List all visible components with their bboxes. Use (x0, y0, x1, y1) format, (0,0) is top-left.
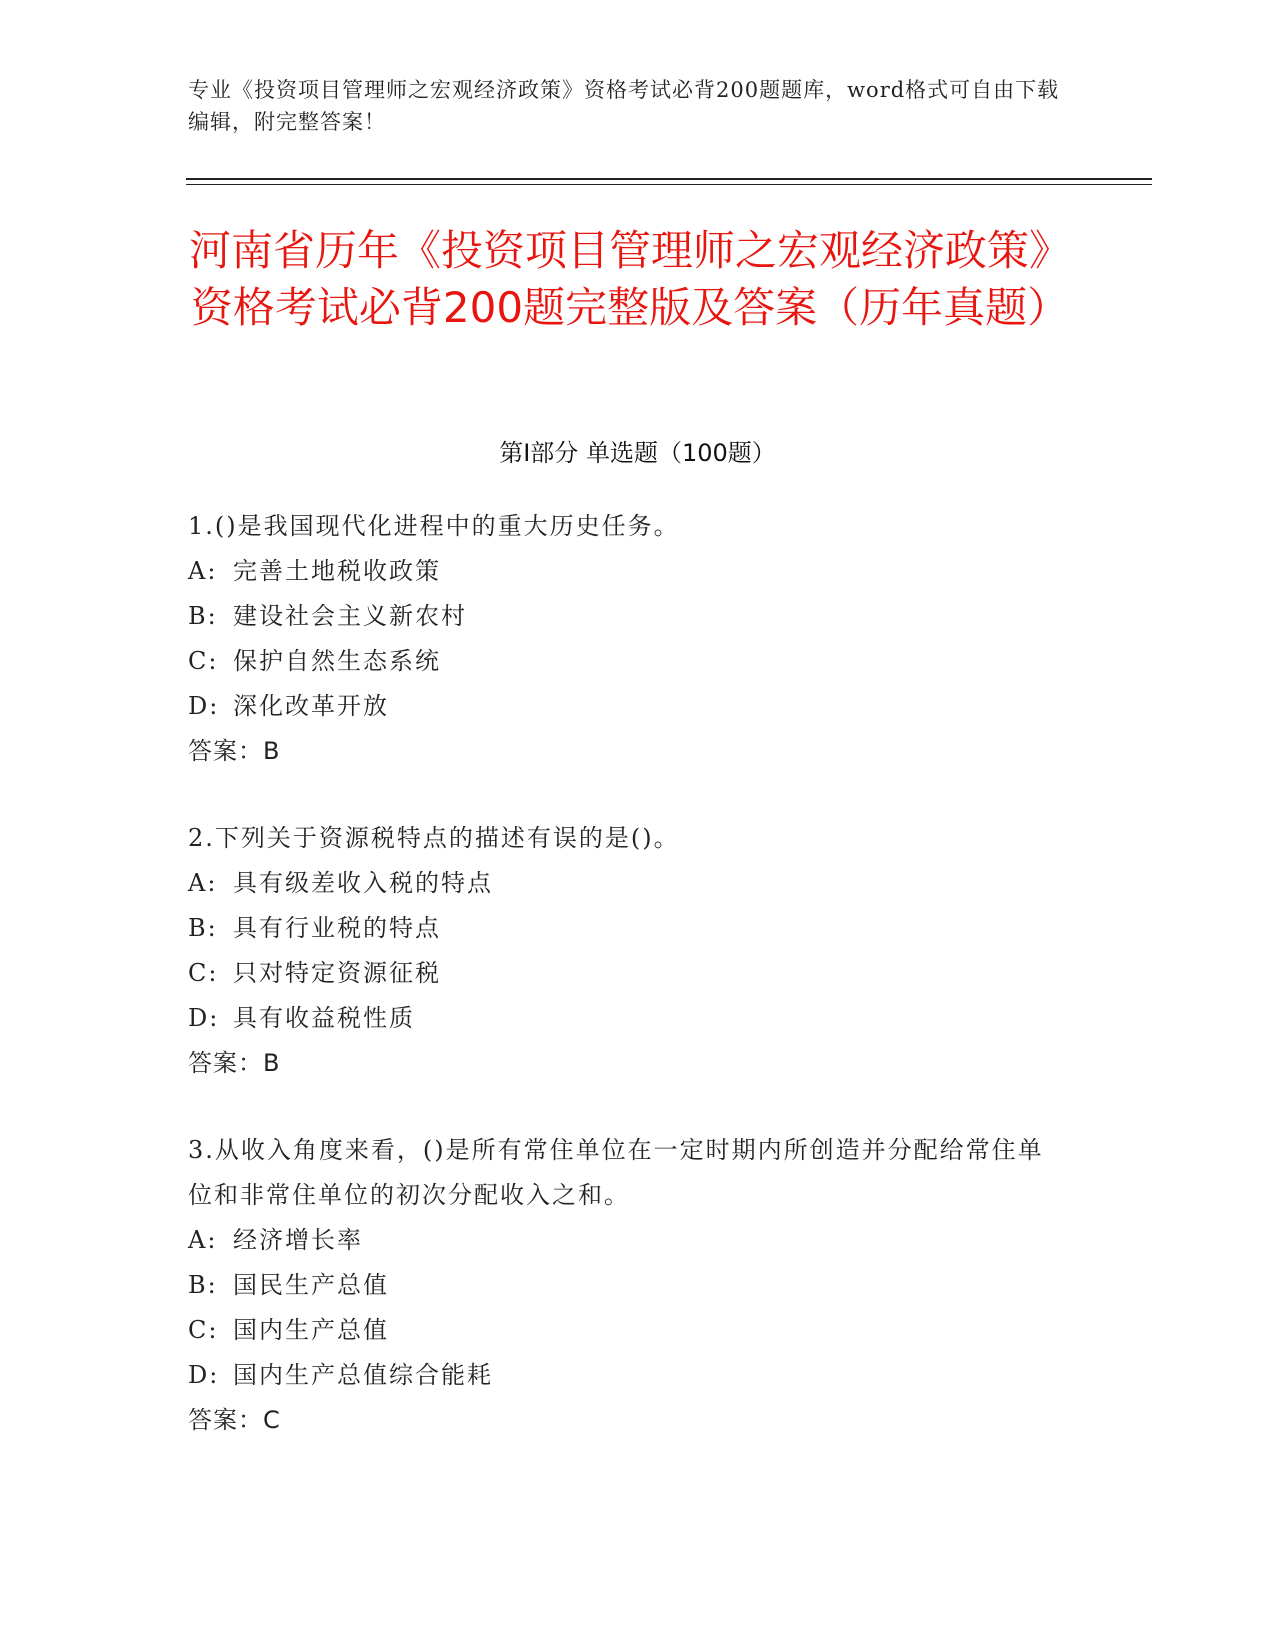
option-letter: B: (188, 914, 218, 942)
option-letter: B: (188, 1271, 218, 1299)
option-text: 保护自然生态系统 (233, 647, 441, 675)
option-a (188, 861, 1068, 906)
option-letter: D: (188, 1361, 220, 1389)
option-letter: C: (188, 647, 219, 675)
option-b (188, 906, 1068, 951)
option-letter: C: (188, 1316, 219, 1344)
option-letter: B: (188, 602, 218, 630)
option-text: 具有级差收入税的特点 (233, 869, 493, 897)
header-note: 专业《投资项目管理师之宏观经济政策》资格考试必背200题题库，word格式可自由下载编辑，附完整答案！ (188, 78, 1060, 134)
option-text: 具有行业税的特点 (233, 914, 441, 942)
question-block (188, 816, 1068, 1086)
option-text: 深化改革开放 (233, 692, 389, 720)
header-divider-thin (186, 184, 1152, 185)
option-text: 国内生产总值综合能耗 (233, 1361, 493, 1389)
option-text: 国民生产总值 (233, 1271, 389, 1299)
option-d (188, 1353, 1068, 1398)
question-block (188, 504, 1068, 774)
option-a (188, 1218, 1068, 1263)
option-letter: D: (188, 692, 220, 720)
option-letter: D: (188, 1004, 220, 1032)
option-b (188, 594, 1068, 639)
option-text: 经济增长率 (233, 1226, 363, 1254)
option-text: 完善土地税收政策 (233, 557, 441, 585)
question-stem: 1.()是我国现代化进程中的重大历史任务。 (188, 512, 680, 540)
option-text: 国内生产总值 (233, 1316, 389, 1344)
document-title: 河南省历年《投资项目管理师之宏观经济政策》资格考试必背200题完整版及答案（历年真题） (188, 226, 1071, 332)
header-divider-thick (186, 178, 1152, 180)
option-text: 只对特定资源征税 (233, 959, 441, 987)
option-text: 具有收益税性质 (233, 1004, 415, 1032)
option-letter: C: (188, 959, 219, 987)
option-text: 建设社会主义新农村 (233, 602, 467, 630)
option-c (188, 951, 1068, 996)
answer-line: 答案：B (188, 1049, 281, 1077)
option-letter: A: (188, 869, 218, 897)
option-d (188, 996, 1068, 1041)
option-d (188, 684, 1068, 729)
option-a (188, 549, 1068, 594)
option-letter: A: (188, 1226, 218, 1254)
section-heading: 第I部分 单选题（100题） (499, 439, 776, 467)
question-stem: 3.从收入角度来看，()是所有常住单位在一定时期内所创造并分配给常住单位和非常住单位的初次分配收入之和。 (188, 1136, 1044, 1209)
question-stem: 2.下列关于资源税特点的描述有误的是()。 (188, 824, 680, 852)
question-block (188, 1128, 1068, 1443)
answer-line: 答案：B (188, 737, 281, 765)
option-b (188, 1263, 1068, 1308)
answer-line: 答案：C (188, 1406, 281, 1434)
option-letter: A: (188, 557, 218, 585)
option-c (188, 1308, 1068, 1353)
option-c (188, 639, 1068, 684)
